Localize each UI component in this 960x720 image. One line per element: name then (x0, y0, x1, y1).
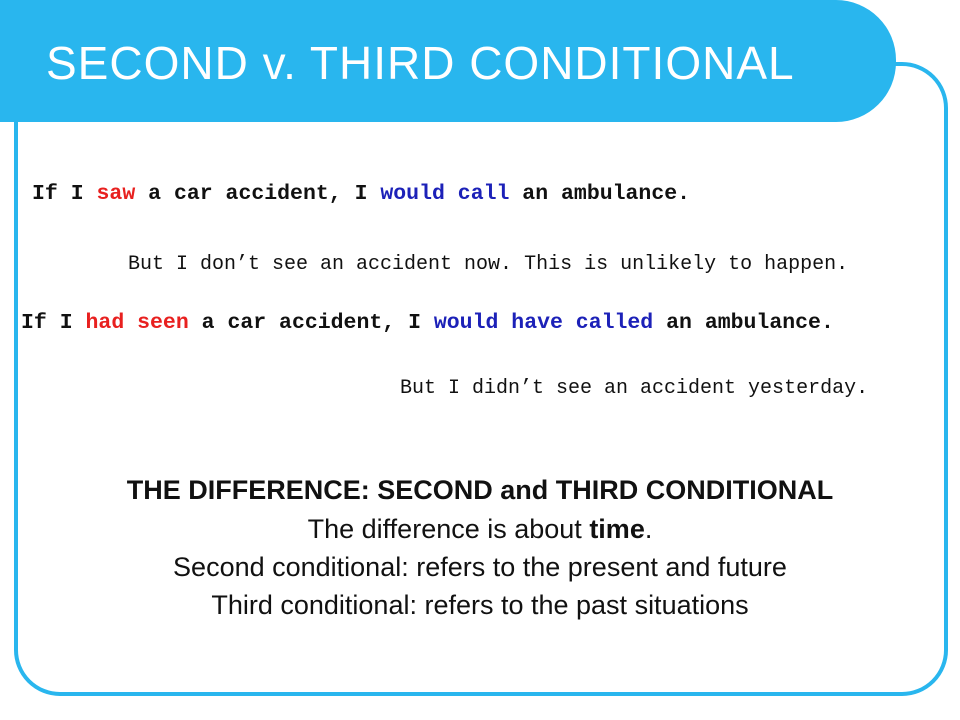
summary-emphasis: time (589, 514, 645, 544)
summary-text: . (644, 514, 653, 544)
if-clause-verb: saw (96, 182, 136, 206)
summary-line-second-conditional: Second conditional: refers to the present and future (173, 552, 787, 582)
title-banner (0, 0, 896, 122)
sentence-text: a car accident, I (135, 182, 381, 206)
example-sentence-second-conditional (32, 182, 690, 206)
page-title: SECOND v. THIRD CONDITIONAL (46, 37, 795, 89)
sentence-text: If I (32, 182, 97, 206)
sentence-text: If I (21, 311, 86, 335)
if-clause-verb: had seen (85, 311, 189, 335)
example-note-third-conditional: But I didn’t see an accident yesterday. (400, 377, 869, 400)
example-note-second-conditional: But I don’t see an accident now. This is unlikely to happen. (128, 253, 849, 276)
sentence-text: a car accident, I (188, 311, 434, 335)
summary-line-third-conditional: Third conditional: refers to the past situations (211, 590, 749, 620)
summary-line-time (0, 514, 960, 545)
main-clause-verb: would have called (433, 311, 654, 335)
main-clause-verb: would call (380, 182, 510, 206)
summary-heading: THE DIFFERENCE: SECOND and THIRD CONDITIONAL (126, 475, 834, 505)
sentence-text: an ambulance. (653, 311, 834, 335)
sentence-text: an ambulance. (509, 182, 691, 206)
summary-text: The difference is about (307, 514, 590, 544)
example-sentence-third-conditional (21, 311, 834, 335)
